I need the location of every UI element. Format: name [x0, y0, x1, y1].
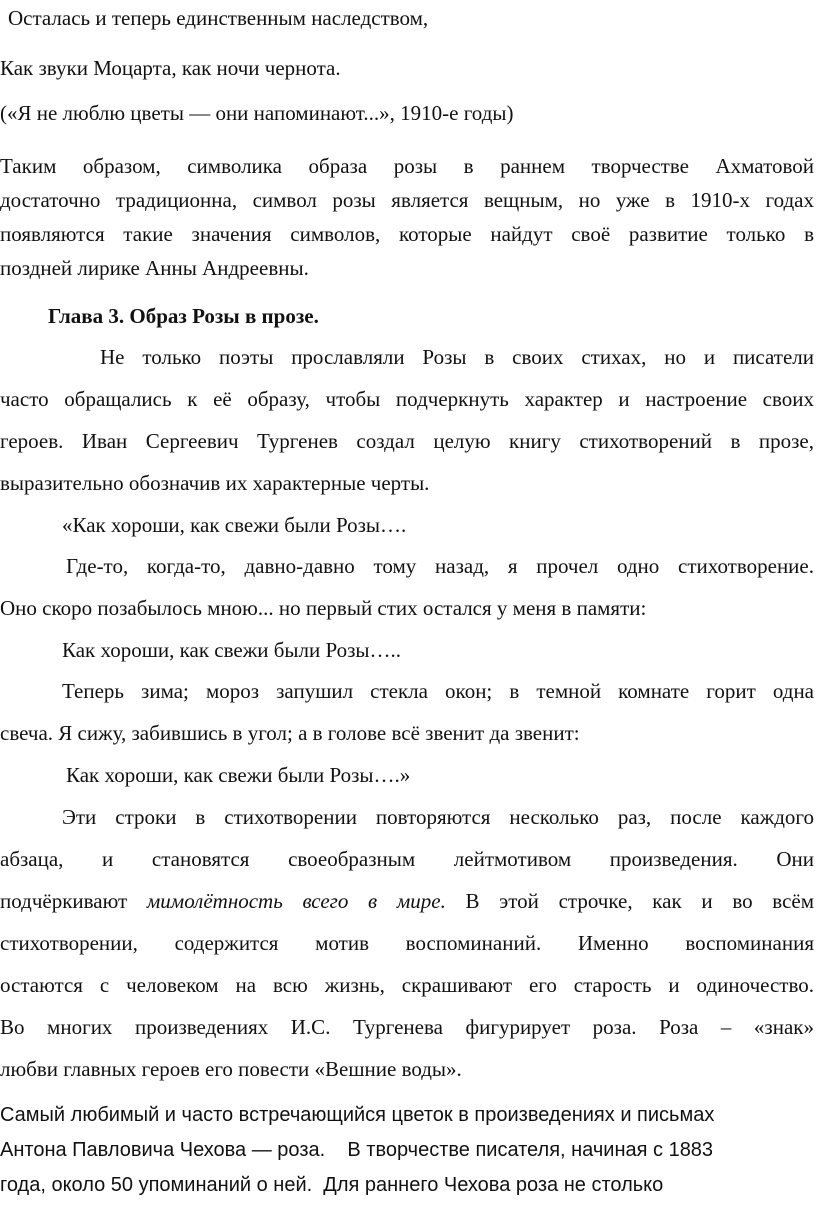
quote-line: свеча. Я сижу, забившись в угол; а в голове всё звенит да звенит: — [0, 721, 580, 745]
chapter-heading: Глава 3. Образ Розы в прозе. — [48, 304, 319, 328]
paragraph-line: Во многих произведениях И.С. Тургенева фигурирует роза. Роза – «знак» — [0, 1015, 814, 1039]
quote-line: Теперь зима; мороз запушил стекла окон; в темной комнате горит одна — [62, 679, 814, 703]
quote-line: Где-то, когда-то, давно-давно тому назад, я прочел одно стихотворение. — [66, 554, 814, 578]
poem-line: Осталась и теперь единственным наследством, — [8, 6, 429, 30]
paragraph-text: подчёркивают — [0, 889, 147, 913]
poem-source: («Я не люблю цветы — они напоминают...», 1910-е годы) — [0, 101, 514, 125]
paragraph-line: Самый любимый и часто встречающийся цветок в произведениях и письмах — [0, 1104, 715, 1126]
poem-line: Как звуки Моцарта, как ночи чернота. — [0, 56, 341, 80]
paragraph-line: героев. Иван Сергеевич Тургенев создал целую книгу стихотворений в прозе, — [0, 429, 814, 453]
paragraph-line: выразительно обозначив их характерные черты. — [0, 471, 430, 495]
paragraph-line: достаточно традиционна, символ розы является вещным, но уже в 1910-х годах — [0, 188, 814, 212]
paragraph-line: абзаца, и становятся своеобразным лейтмотивом произведения. Они — [0, 847, 814, 871]
quote-line: Оно скоро позабылось мною... но первый стих остался у меня в памяти: — [0, 596, 647, 620]
paragraph-line: Антона Павловича Чехова — роза. В творчестве писателя, начиная с 1883 — [0, 1139, 714, 1161]
paragraph-line — [0, 888, 814, 914]
paragraph-line: Эти строки в стихотворении повторяются несколько раз, после каждого — [62, 805, 814, 829]
quote-refrain: Как хороши, как свежи были Розы….. — [62, 638, 402, 662]
paragraph-text: В этой строчке, как и во всём — [445, 889, 814, 913]
paragraph-line: Таким образом, символика образа розы в раннем творчестве Ахматовой — [0, 154, 814, 178]
paragraph-line: Не только поэты прославляли Розы в своих стихах, но и писатели — [100, 345, 814, 369]
quote-line: «Как хороши, как свежи были Розы…. — [62, 513, 407, 537]
italic-emphasis: мимолётность всего в мире. — [146, 889, 446, 913]
paragraph-line: года, около 50 упоминаний о ней. Для раннего Чехова роза не столько — [0, 1174, 664, 1196]
paragraph-line: поздней лирике Анны Андреевны. — [0, 256, 309, 280]
paragraph-line: стихотворении, содержится мотив воспоминаний. Именно воспоминания — [0, 931, 814, 955]
paragraph-line: любви главных героев его повести «Вешние воды». — [0, 1057, 462, 1081]
paragraph-line: остаются с человеком на всю жизнь, скрашивают его старость и одиночество. — [0, 973, 814, 997]
paragraph-line: появляются такие значения символов, которые найдут своё развитие только в — [0, 222, 814, 246]
quote-refrain: Как хороши, как свежи были Розы….» — [66, 763, 411, 787]
paragraph-line: часто обращались к её образу, чтобы подчеркнуть характер и настроение своих — [0, 387, 814, 411]
